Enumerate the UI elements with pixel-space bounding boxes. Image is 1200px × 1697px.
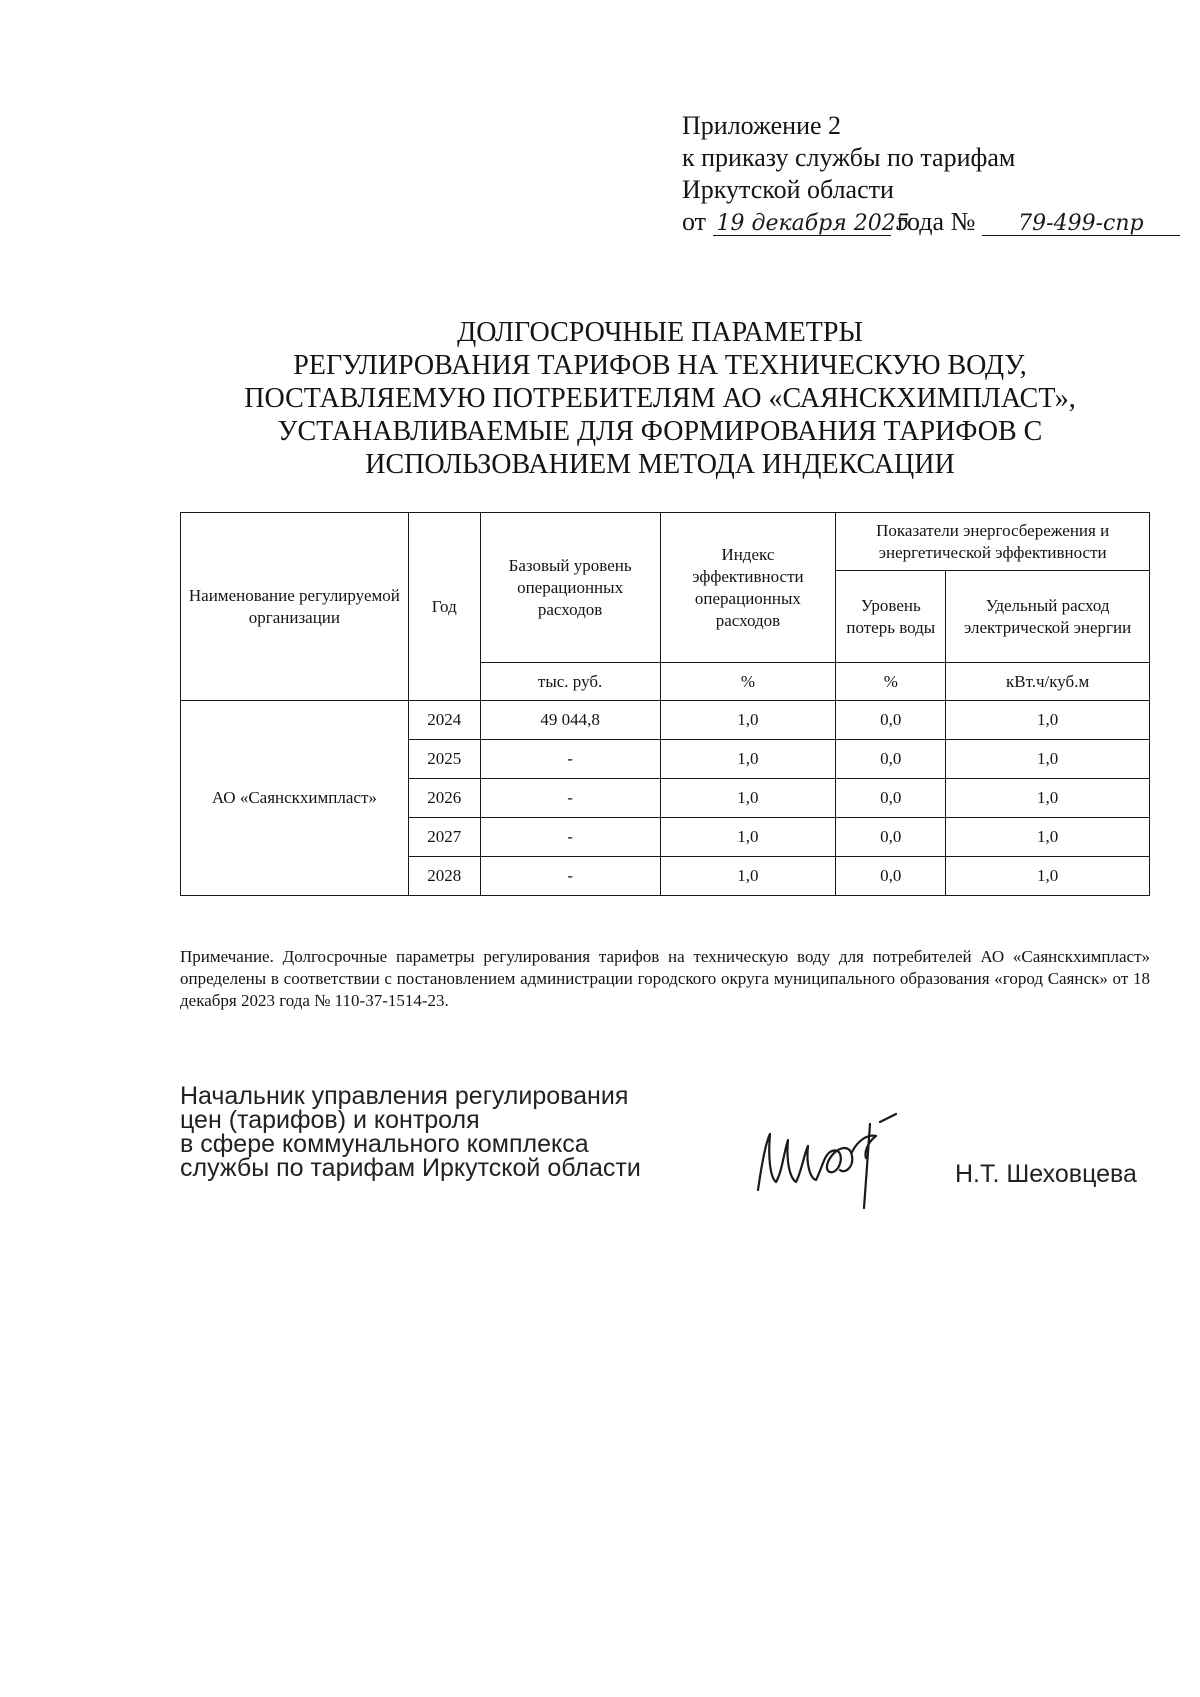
cell-year: 2025 (408, 740, 480, 779)
cell-base: - (480, 857, 660, 896)
title-line-3: ПОСТАВЛЯЕМУЮ ПОТРЕБИТЕЛЯМ АО «САЯНСКХИМПЛАСТ», (244, 383, 1076, 414)
cell-loss: 0,0 (836, 701, 946, 740)
cell-electricity: 1,0 (946, 701, 1150, 740)
parameters-table (180, 512, 1150, 896)
title-line-1: ДОЛГОСРОЧНЫЕ ПАРАМЕТРЫ (457, 317, 863, 348)
header-year: Год (408, 513, 480, 701)
cell-electricity: 1,0 (946, 779, 1150, 818)
handwritten-signature (740, 1112, 940, 1212)
header-energy-group: Показатели энергосбережения и энергетической эффективности (836, 513, 1150, 571)
position-line-3: в сфере коммунального комплекса (180, 1130, 589, 1158)
cell-year: 2027 (408, 818, 480, 857)
cell-base: - (480, 818, 660, 857)
appendix-line-4 (682, 206, 1180, 238)
cell-loss: 0,0 (836, 779, 946, 818)
organization-name: АО «Саянскхимпласт» (181, 701, 409, 896)
unit-base: тыс. руб. (480, 663, 660, 701)
handwritten-date: 19 декабря 2025 (713, 213, 891, 236)
cell-electricity: 1,0 (946, 740, 1150, 779)
cell-loss: 0,0 (836, 857, 946, 896)
appendix-line-3: Иркутской области (682, 175, 894, 204)
year-number-label: года № (897, 207, 976, 236)
cell-electricity: 1,0 (946, 818, 1150, 857)
cell-index: 1,0 (660, 740, 836, 779)
header-organization: Наименование регулируемой организации (181, 513, 409, 701)
signatory-position (180, 1084, 641, 1180)
cell-year: 2028 (408, 857, 480, 896)
title-line-4: УСТАНАВЛИВАЕМЫЕ ДЛЯ ФОРМИРОВАНИЯ ТАРИФОВ С (277, 416, 1043, 447)
cell-year: 2024 (408, 701, 480, 740)
document-title (180, 316, 1140, 481)
header-base-level: Базовый уровень операционных расходов (480, 513, 660, 663)
unit-electricity: кВт.ч/куб.м (946, 663, 1150, 701)
cell-index: 1,0 (660, 779, 836, 818)
header-row-1 (181, 513, 1150, 571)
title-line-2: РЕГУЛИРОВАНИЯ ТАРИФОВ НА ТЕХНИЧЕСКУЮ ВОДУ, (293, 350, 1027, 381)
cell-electricity: 1,0 (946, 857, 1150, 896)
appendix-line-2: к приказу службы по тарифам (682, 143, 1016, 172)
cell-index: 1,0 (660, 818, 836, 857)
cell-loss: 0,0 (836, 818, 946, 857)
handwritten-order-number: 79-499-спр (982, 213, 1180, 236)
cell-index: 1,0 (660, 701, 836, 740)
header-water-loss: Уровень потерь воды (836, 571, 946, 663)
title-line-5: ИСПОЛЬЗОВАНИЕМ МЕТОДА ИНДЕКСАЦИИ (365, 449, 955, 480)
from-label: от (682, 207, 707, 236)
unit-index: % (660, 663, 836, 701)
cell-loss: 0,0 (836, 740, 946, 779)
cell-base: - (480, 740, 660, 779)
cell-year: 2026 (408, 779, 480, 818)
table-row (181, 701, 1150, 740)
unit-loss: % (836, 663, 946, 701)
position-line-2: цен (тарифов) и контроля (180, 1106, 480, 1134)
signer-name: Н.Т. Шеховцева (955, 1160, 1137, 1188)
position-line-4: службы по тарифам Иркутской области (180, 1154, 641, 1182)
header-efficiency-index: Индекс эффективности операционных расходов (660, 513, 836, 663)
cell-base: 49 044,8 (480, 701, 660, 740)
table-note: Примечание. Долгосрочные параметры регулирования тарифов на техническую воду для потребителей АО «Саянскхимпласт» определены в соответствии с постановлением администрации городского округа муниципального образования «город Саянск» от 18 декабря 2023 года № 110-37-1514-23. (180, 947, 1150, 1010)
position-line-1: Начальник управления регулирования (180, 1082, 629, 1110)
appendix-header (682, 110, 1180, 238)
cell-base: - (480, 779, 660, 818)
appendix-line-1: Приложение 2 (682, 111, 842, 140)
cell-index: 1,0 (660, 857, 836, 896)
header-electricity: Удельный расход электрической энергии (946, 571, 1150, 663)
